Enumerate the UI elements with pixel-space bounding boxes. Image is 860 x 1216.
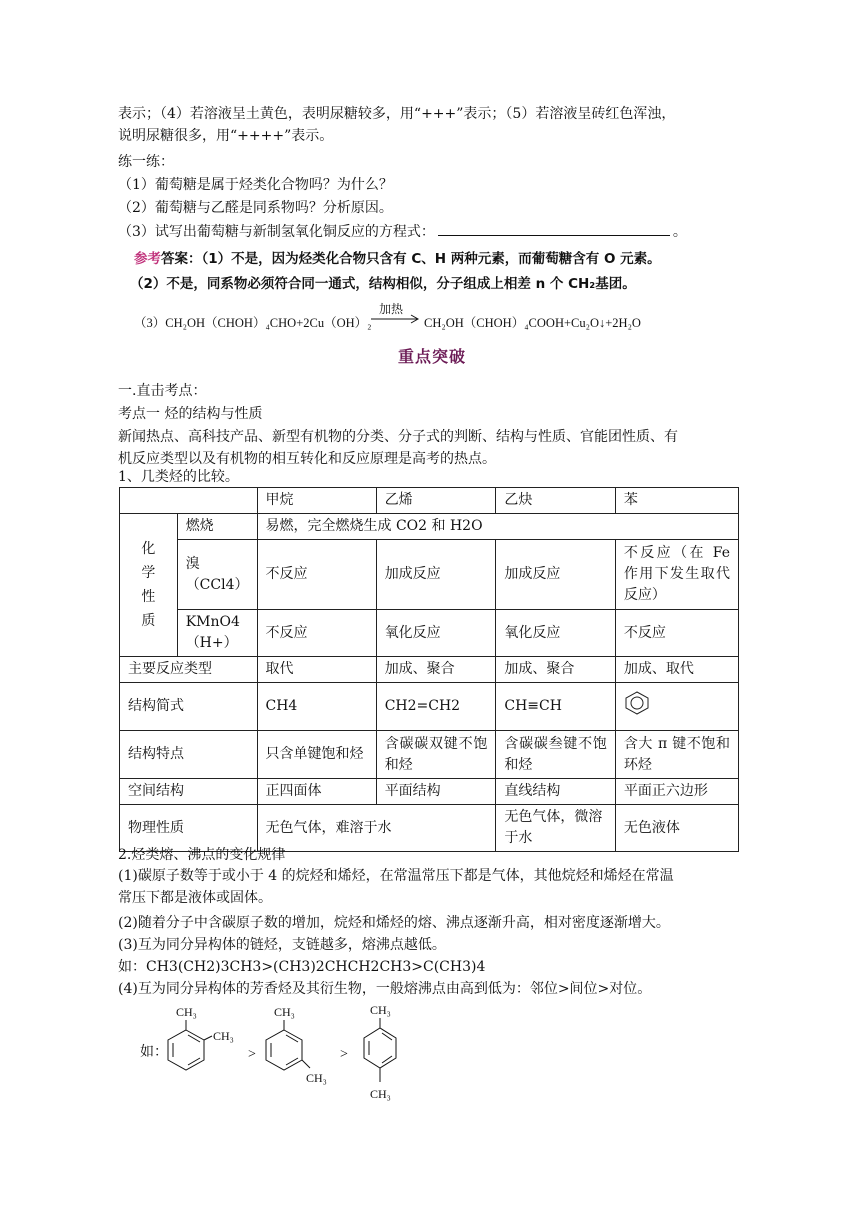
intro-line-1: 表示；（4）若溶液呈土黄色，表明尿糖较多，用“+++”表示；（5）若溶液呈砖红色浑浊， <box>118 106 676 122</box>
cell-feature-acetylene: 含碳碳叁键不饱和烃 <box>496 731 615 779</box>
cell-kmno4-benzene: 不反应 <box>615 610 738 657</box>
table-row-reaction-type <box>120 657 739 683</box>
practice-question-2: （2）葡萄糖与乙醛是同系物吗？分析原因。 <box>118 200 393 216</box>
table-row-structure-feature <box>120 731 739 779</box>
section-heading: 一.直击考点： <box>118 383 207 399</box>
table-title: 1、几类烃的比较。 <box>118 469 239 485</box>
row-label-physical: 物理性质 <box>120 805 258 852</box>
intro-line-2: 说明尿糖很多，用“++++”表示。 <box>118 128 334 144</box>
rule-2: (2)随着分子中含碳原子数的增加，烷烃和烯烃的熔、沸点逐渐升高，相对密度逐渐增大。 <box>118 915 670 931</box>
row-label-space: 空间结构 <box>120 779 258 805</box>
cell-formula-acetylene: CH≡CH <box>496 683 615 731</box>
table-row-formula <box>120 683 739 731</box>
row-label-combustion: 燃烧 <box>177 514 257 540</box>
xylene-isomers-diagram <box>130 998 430 1110</box>
cell-kmno4-methane: 不反应 <box>257 610 376 657</box>
header-benzene: 苯 <box>615 488 738 514</box>
cell-space-acetylene: 直线结构 <box>496 779 615 805</box>
equation-left: （3）CH₂OH（CHOH）₄CHO+2Cu（OH）₂ <box>134 316 372 330</box>
header-methane: 甲烷 <box>257 488 376 514</box>
heating-label: 加热 <box>379 302 404 316</box>
equation-right: CH₂OH（CHOH）₄COOH+Cu₂O↓+2H₂O <box>424 316 641 330</box>
table-corner-cell <box>120 488 258 514</box>
greater-than-1: > <box>248 1047 256 1062</box>
cell-reaction-methane: 取代 <box>257 657 376 683</box>
cell-feature-methane: 只含单键饱和烃 <box>257 731 376 779</box>
practice-question-1: （1）葡萄糖是属于烃类化合物吗？为什么？ <box>118 177 393 193</box>
ortho-xylene-structure <box>168 1005 234 1070</box>
cell-feature-ethylene: 含碳碳双键不饱和烃 <box>376 731 496 779</box>
cell-space-benzene: 平面正六边形 <box>615 779 738 805</box>
rule-1-line-1: (1)碳原子数等于或小于 4 的烷烃和烯烃，在常温常压下都是气体，其他烷烃和烯烃在常温 <box>118 868 674 884</box>
cell-physical-methane-ethylene: 无色气体，难溶于水 <box>257 805 496 852</box>
table-header-row <box>120 488 739 514</box>
cell-kmno4-acetylene: 氧化反应 <box>496 610 615 657</box>
practice-title: 练一练： <box>118 154 174 170</box>
cell-formula-benzene <box>615 683 738 731</box>
cell-space-ethylene: 平面结构 <box>376 779 496 805</box>
rule-4: (4)互为同分异构体的芳香烃及其衍生物，一般熔沸点由高到低为：邻位>间位>对位。 <box>118 981 652 997</box>
answer-blank <box>438 221 670 236</box>
cell-formula-methane: CH4 <box>257 683 376 731</box>
key-point-1: 考点一 烃的结构与性质 <box>118 406 263 422</box>
cell-reaction-benzene: 加成、取代 <box>615 657 738 683</box>
cell-physical-acetylene: 无色气体，微溶于水 <box>496 805 615 852</box>
reference-label: 参考 <box>134 251 161 267</box>
row-label-bromine: 溴（CCl4） <box>177 540 257 610</box>
cell-bromine-benzene: 不反应（在 Fe 作用下发生取代反应） <box>615 540 738 610</box>
chemical-properties-label: 化学性质 <box>120 514 178 657</box>
table-row-bromine <box>120 540 739 610</box>
rule-3-example: 如：CH3(CH2)3CH3>(CH3)2CHCH2CH3>C(CH3)4 <box>118 959 486 975</box>
table-row-spatial-structure <box>120 779 739 805</box>
row-label-reaction-type: 主要反应类型 <box>120 657 258 683</box>
para-xylene-structure <box>364 1003 396 1101</box>
cell-kmno4-ethylene: 氧化反应 <box>376 610 496 657</box>
structures-prefix: 如： <box>140 1045 168 1060</box>
intro-paragraph-line-1: 新闻热点、高科技产品、新型有机物的分类、分子式的判断、结构与性质、官能团性质、有 <box>118 429 678 445</box>
table-row-kmno4 <box>120 610 739 657</box>
reference-answer-2: （2）不是，同系物必须符合同一通式，结构相似，分子组成上相差 n 个 CH₂基团。 <box>130 276 636 292</box>
cell-combustion: 易燃，完全燃烧生成 CO2 和 H2O <box>257 514 739 540</box>
meta-xylene-structure <box>266 1005 327 1085</box>
cell-space-methane: 正四面体 <box>257 779 376 805</box>
cell-bromine-ethylene: 加成反应 <box>376 540 496 610</box>
header-acetylene: 乙炔 <box>496 488 615 514</box>
cell-physical-benzene: 无色液体 <box>615 805 738 852</box>
answer-label: 答案： <box>161 251 202 267</box>
greater-than-2: > <box>340 1047 348 1062</box>
table-row-combustion <box>120 514 739 540</box>
intro-paragraph-line-2: 机反应类型以及有机物的相互转化和反应原理是高考的热点。 <box>118 451 496 467</box>
rules-title: 2.烃类熔、沸点的变化规律 <box>118 847 286 863</box>
meta-methyl-2: CH₃ <box>306 1071 327 1085</box>
meta-methyl-1: CH₃ <box>274 1005 295 1019</box>
benzene-ring-icon <box>624 691 650 715</box>
cell-reaction-ethylene: 加成、聚合 <box>376 657 496 683</box>
ortho-methyl-1: CH₃ <box>176 1005 197 1019</box>
row-label-formula: 结构简式 <box>120 683 258 731</box>
cell-bromine-acetylene: 加成反应 <box>496 540 615 610</box>
cell-bromine-methane: 不反应 <box>257 540 376 610</box>
para-methyl-2: CH₃ <box>370 1087 391 1101</box>
ortho-methyl-2: CH₃ <box>213 1029 234 1043</box>
reference-answer-1: 参考答案：（1）不是，因为烃类化合物只含有 C、H 两种元素，而葡萄糖含有 O 元素。 <box>134 251 661 267</box>
para-methyl-1: CH₃ <box>370 1003 391 1017</box>
key-points-title: 重点突破 <box>398 347 467 366</box>
row-label-kmno4: KMnO4（H+） <box>177 610 257 657</box>
header-ethylene: 乙烯 <box>376 488 496 514</box>
rule-3: (3)互为同分异构体的链烃，支链越多，熔沸点越低。 <box>118 937 446 953</box>
cell-feature-benzene: 含大 π 键不饱和环烃 <box>615 731 738 779</box>
hydrocarbon-comparison-table <box>119 487 739 852</box>
cell-formula-ethylene: CH2=CH2 <box>376 683 496 731</box>
row-label-feature: 结构特点 <box>120 731 258 779</box>
practice-question-3: （3）试写出葡萄糖与新制氢氧化铜反应的方程式： 。 <box>118 221 687 242</box>
cell-reaction-acetylene: 加成、聚合 <box>496 657 615 683</box>
rule-1-line-2: 常压下都是液体或固体。 <box>118 890 272 906</box>
heating-arrow <box>369 302 421 328</box>
